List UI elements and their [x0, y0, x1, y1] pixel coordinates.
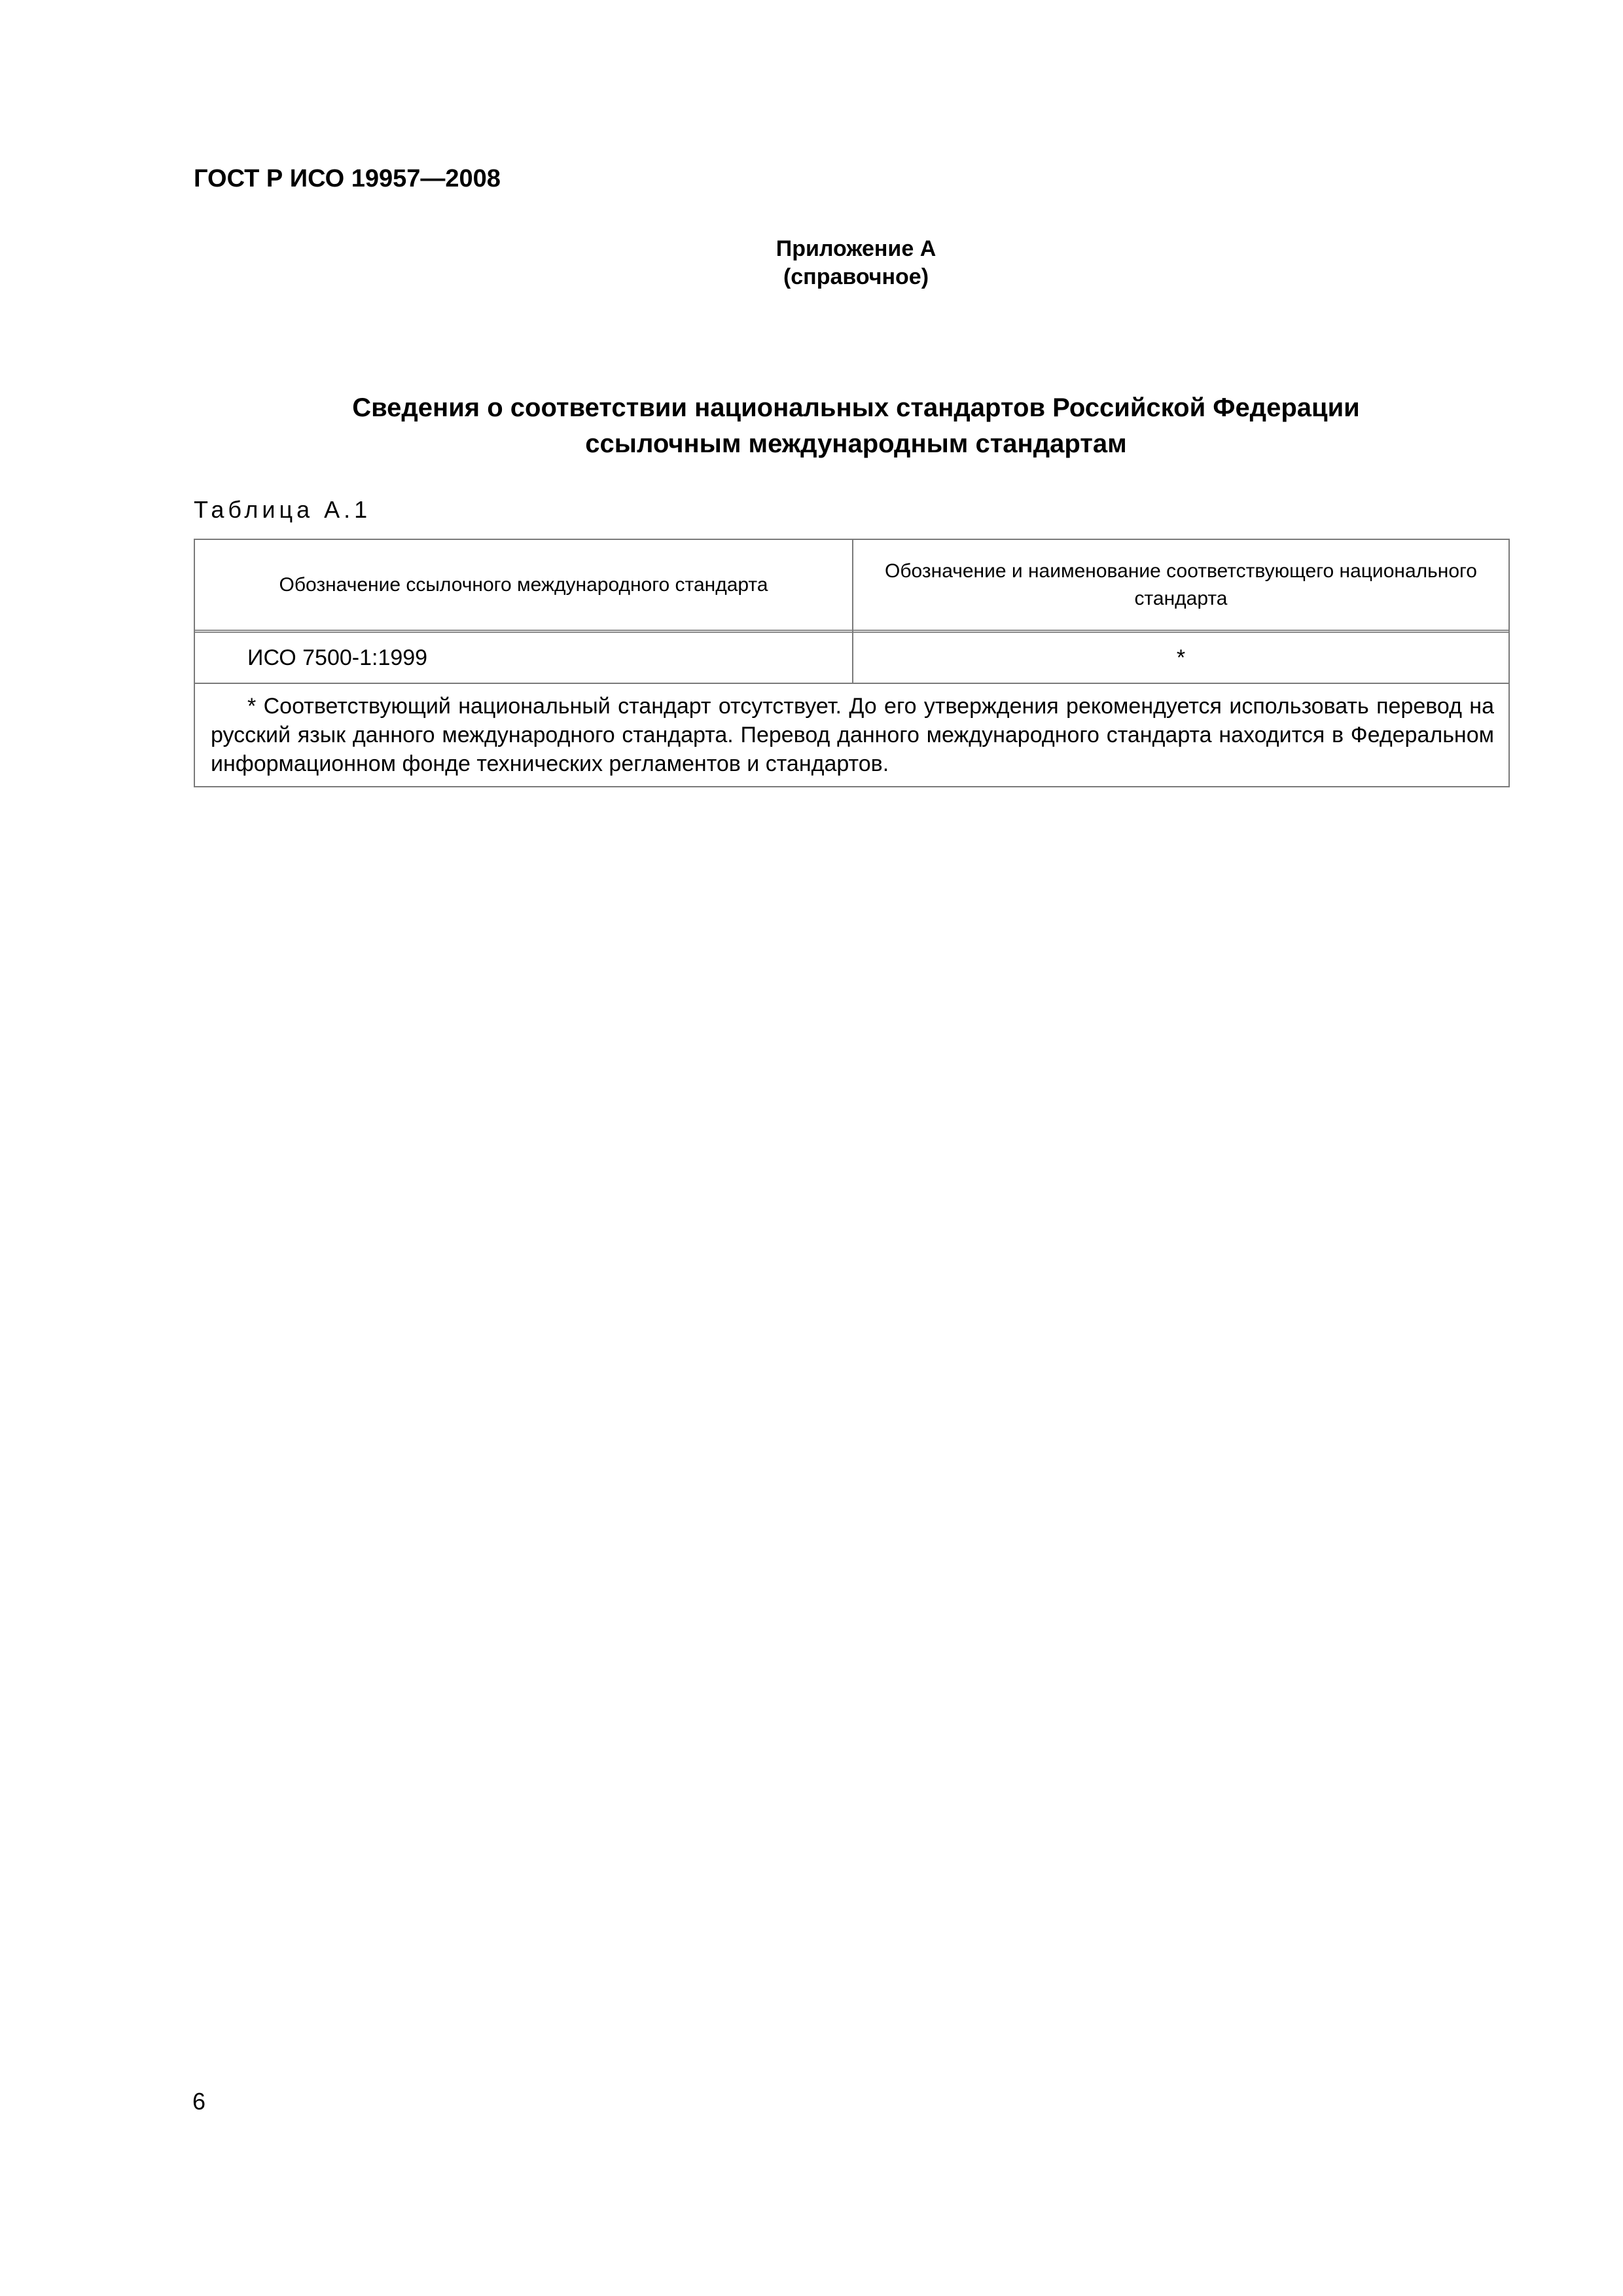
table-row — [195, 633, 1508, 684]
section-title-line-1: Сведения о соответствии национальных стандартов Российской Федерации — [352, 393, 1360, 422]
table-header-international: Обозначение ссылочного международного стандарта — [279, 573, 768, 596]
table-footnote: * Соответствующий национальный стандарт отсутствует. До его утверждения рекомендуется использовать перевод на русский язык данного международного стандарта. Перевод данного международного стандарта находится в Федеральном информационном фонде технических регламентов и стандартов. — [211, 694, 1494, 776]
section-title-line-2: ссылочным международным стандартам — [585, 429, 1127, 458]
document-code: ГОСТ Р ИСО 19957—2008 — [194, 165, 501, 192]
appendix-kind: (справочное) — [783, 264, 929, 289]
appendix-label: Приложение А — [776, 236, 936, 261]
table-header-national: Обозначение и наименование соответствующего национального стандарта — [885, 560, 1477, 609]
table-caption: Таблица А.1 — [194, 496, 372, 523]
correspondence-table — [194, 539, 1510, 787]
table-cell-international-standard: ИСО 7500-1:1999 — [247, 645, 428, 670]
table-cell-national-standard: * — [1176, 645, 1186, 670]
page-number: 6 — [192, 2088, 206, 2115]
